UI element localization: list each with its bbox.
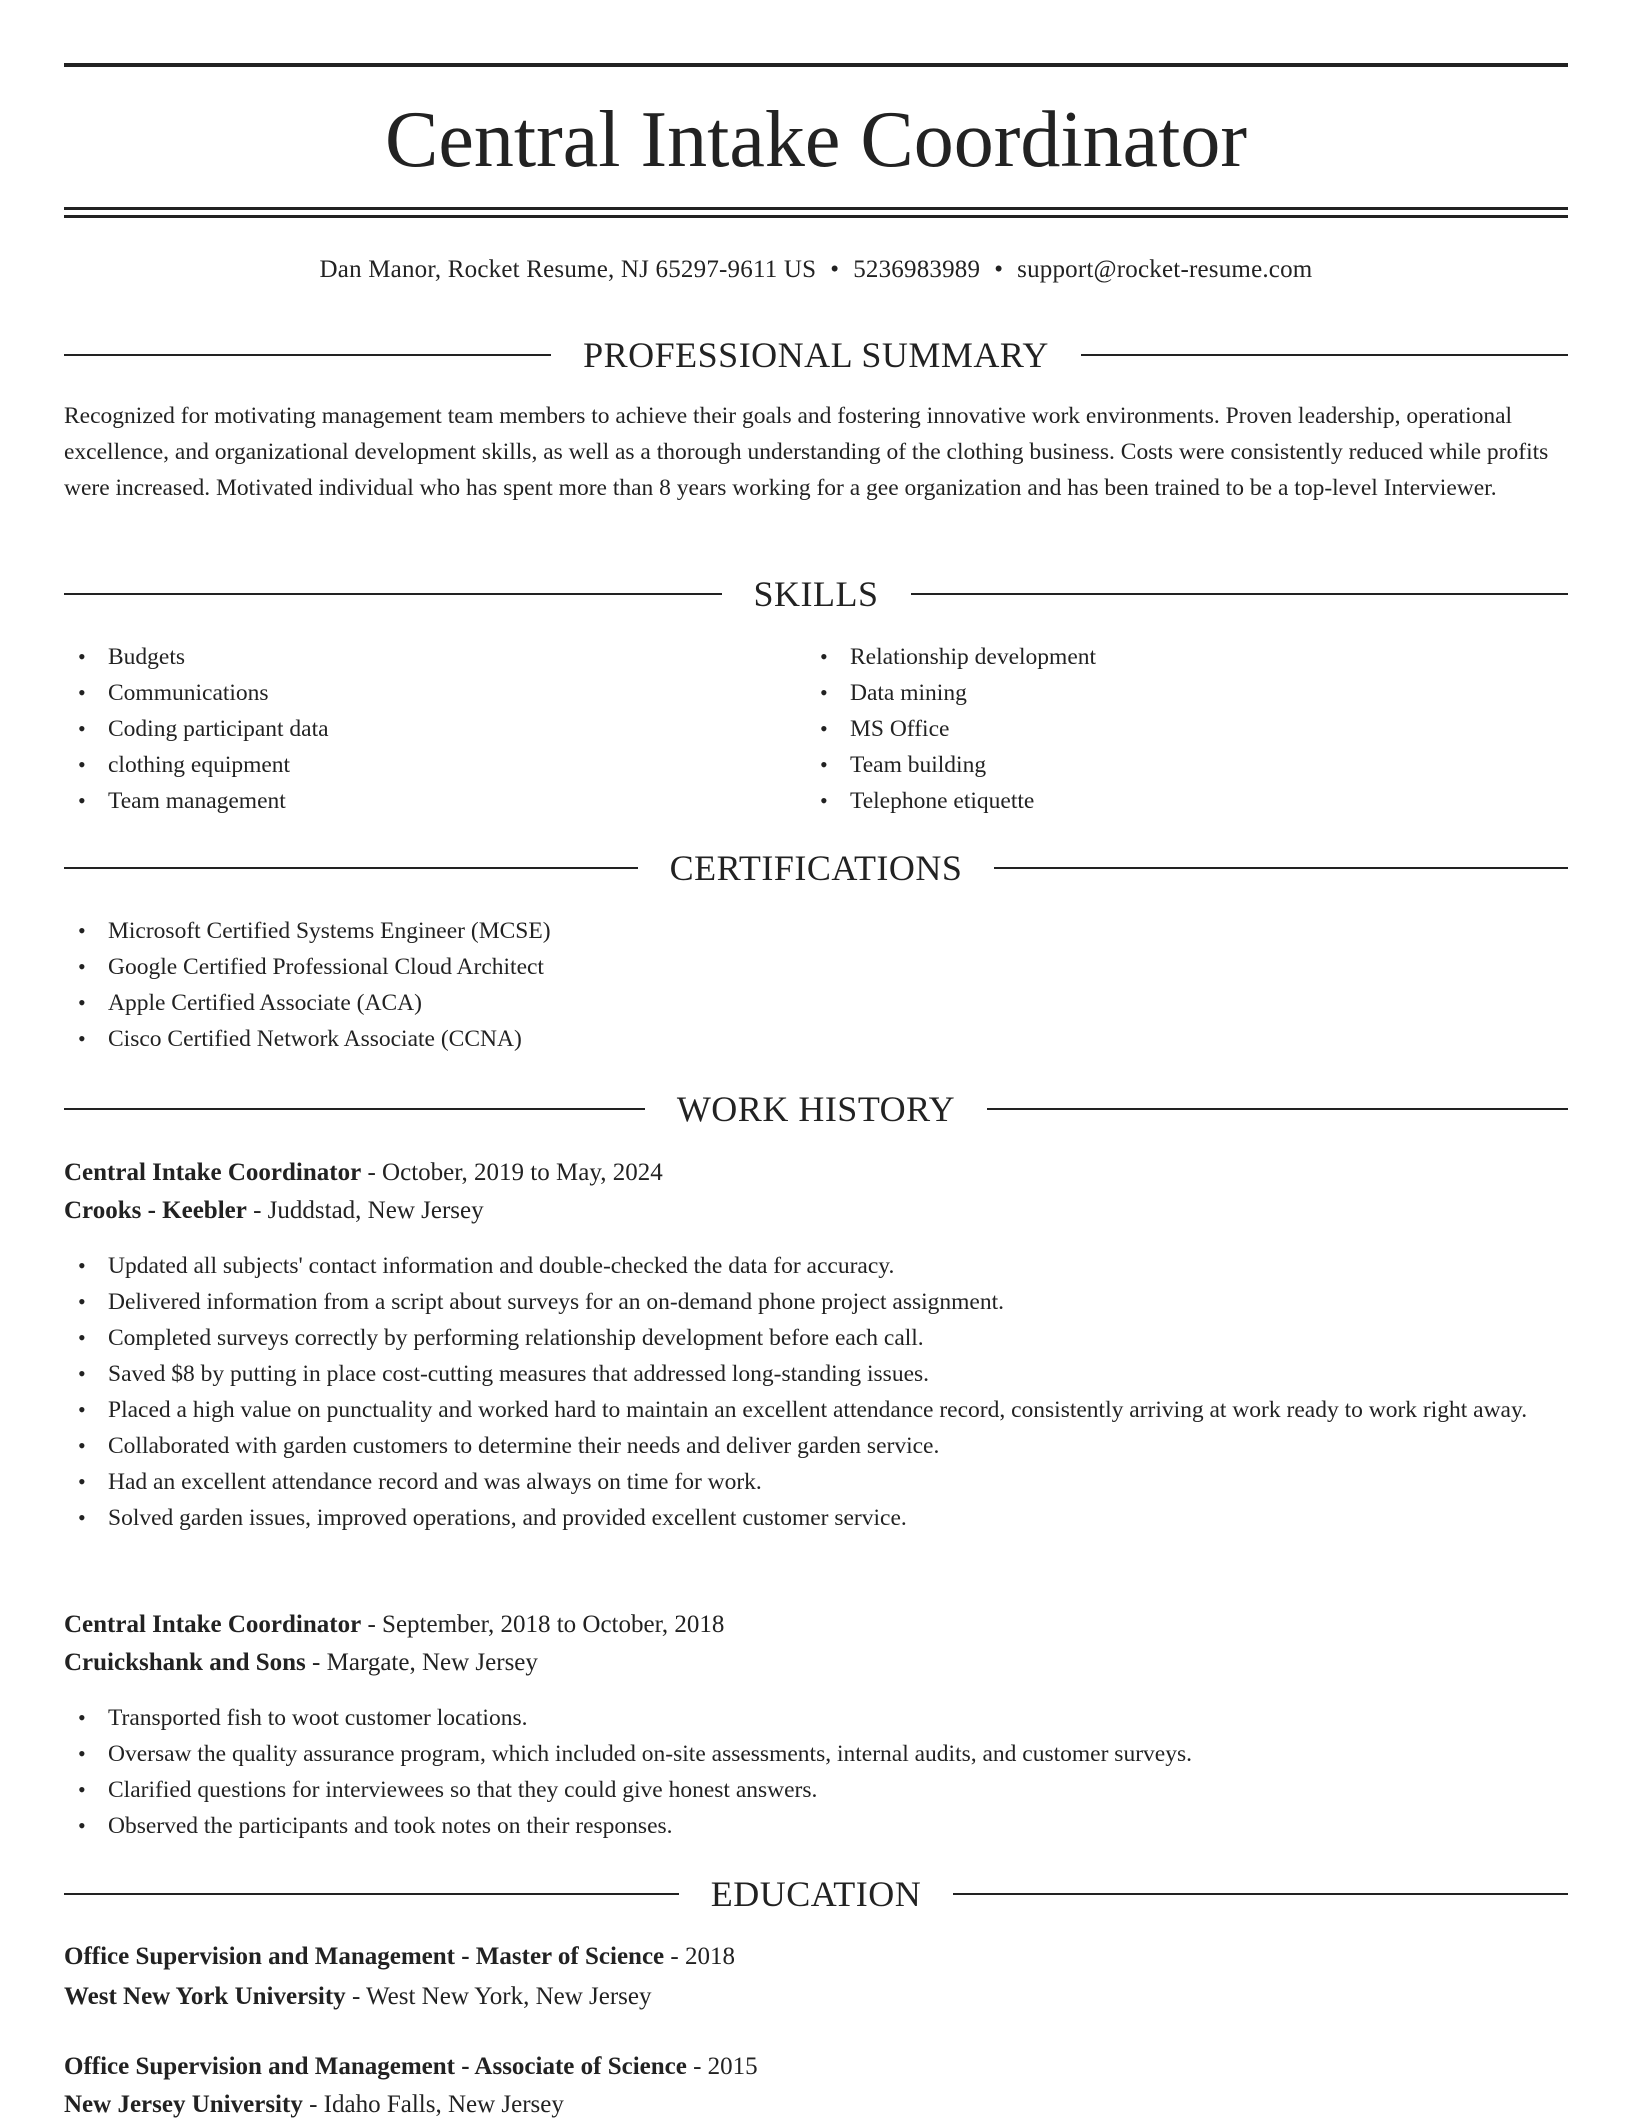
skill-item: • MS Office — [806, 711, 1506, 747]
contact-address: Dan Manor, Rocket Resume, NJ 65297-9611 US — [319, 256, 817, 283]
job-company-line — [64, 1644, 1568, 1682]
job-dates: - September, 2018 to October, 2018 — [361, 1611, 725, 1638]
heading-rule — [1081, 354, 1568, 356]
job-bullets — [64, 1248, 1568, 1536]
heading-rule — [64, 354, 551, 356]
summary-heading — [64, 333, 1568, 377]
education-degree-line — [64, 2048, 1568, 2086]
skills-heading-text: SKILLS — [753, 574, 879, 614]
heading-rule — [911, 593, 1569, 595]
job-bullet: • Completed surveys correctly by performing relationship development before each call. — [64, 1320, 1568, 1356]
job-bullet: • Delivered information from a script about surveys for an on-demand phone project assignment. — [64, 1284, 1568, 1320]
skill-item: • Coding participant data — [64, 711, 764, 747]
skill-item: • Relationship development — [806, 639, 1506, 675]
job-title-line — [64, 1154, 1568, 1192]
skills-list-left — [64, 639, 764, 819]
summary-heading-text: PROFESSIONAL SUMMARY — [583, 335, 1049, 375]
job-location: - Margate, New Jersey — [305, 1649, 538, 1676]
contact-email: support@rocket-resume.com — [1017, 256, 1313, 283]
certification-item: • Cisco Certified Network Associate (CCNA) — [64, 1021, 1568, 1057]
skill-item: • Telephone etiquette — [806, 783, 1506, 819]
job-company: Cruickshank and Sons — [64, 1649, 306, 1676]
job-bullet: • Updated all subjects' contact information and double-checked the data for accuracy. — [64, 1248, 1568, 1284]
heading-rule — [64, 593, 722, 595]
education-school-line — [64, 1978, 1568, 2016]
skills-heading — [64, 572, 1568, 616]
certifications-heading — [64, 846, 1568, 890]
job-bullets — [64, 1700, 1568, 1844]
heading-rule — [64, 867, 638, 869]
education-degree-line — [64, 1938, 1568, 1976]
education-heading-text: EDUCATION — [710, 1874, 922, 1914]
job-company-line — [64, 1192, 1568, 1230]
education-school: West New York University — [64, 1983, 346, 2010]
contact-separator: • — [994, 256, 1004, 283]
job-bullet: • Collaborated with garden customers to determine their needs and deliver garden service. — [64, 1428, 1568, 1464]
education-year: - 2018 — [664, 1943, 735, 1970]
skill-item: • Communications — [64, 675, 764, 711]
job-title-line — [64, 1606, 1568, 1644]
job-location: - Juddstad, New Jersey — [246, 1197, 484, 1224]
certification-item: • Microsoft Certified Systems Engineer (MCSE) — [64, 913, 1568, 949]
certifications-list — [64, 913, 1568, 1057]
education-year: - 2015 — [686, 2053, 758, 2080]
contact-separator: • — [830, 256, 840, 283]
education-school-line — [64, 2086, 1568, 2124]
heading-rule — [953, 1893, 1568, 1895]
skill-item: • clothing equipment — [64, 747, 764, 783]
summary-text: Recognized for motivating management team members to achieve their goals and fostering innovative work environments. Proven leadership, operational excellence, and organizational development skills, as well as a thorough understanding of the clothing business. Costs were consistently reduced while profits were increased. Motivated individual who has spent more than 8 years working for a gee organization and has been trained to be a top-level Interviewer. — [64, 403, 1549, 501]
heading-rule — [64, 1893, 679, 1895]
certification-item: • Google Certified Professional Cloud Architect — [64, 949, 1568, 985]
title-rule-lower — [64, 215, 1568, 218]
job-bullet: • Saved $8 by putting in place cost-cutting measures that addressed long-standing issues. — [64, 1356, 1568, 1392]
education-degree: Office Supervision and Management - Master of Science — [64, 1943, 665, 1970]
heading-rule — [987, 1108, 1568, 1110]
heading-rule — [994, 867, 1568, 869]
certification-item: • Apple Certified Associate (ACA) — [64, 985, 1568, 1021]
education-heading — [64, 1872, 1568, 1916]
job-bullet: • Observed the participants and took notes on their responses. — [64, 1808, 1568, 1844]
education-location: - Idaho Falls, New Jersey — [302, 2091, 564, 2118]
job-bullet: • Placed a high value on punctuality and worked hard to maintain an excellent attendance record, consistently arriving at work ready to work right away. — [64, 1392, 1568, 1428]
job-dates: - October, 2019 to May, 2024 — [361, 1159, 663, 1186]
top-rule — [64, 63, 1568, 67]
work-history-heading — [64, 1087, 1568, 1131]
skill-item: • Team management — [64, 783, 764, 819]
education-location: - West New York, New Jersey — [345, 1983, 652, 2010]
job-title: Central Intake Coordinator — [64, 1611, 362, 1638]
contact-phone: 5236983989 — [853, 256, 981, 283]
title-rule-upper — [64, 207, 1568, 210]
skills-list-right — [806, 639, 1506, 819]
heading-rule — [64, 1108, 645, 1110]
skill-item: • Budgets — [64, 639, 764, 675]
contact-line — [64, 254, 1568, 286]
job-bullet: • Clarified questions for interviewees so that they could give honest answers. — [64, 1772, 1568, 1808]
job-bullet: • Had an excellent attendance record and was always on time for work. — [64, 1464, 1568, 1500]
certifications-heading-text: CERTIFICATIONS — [669, 848, 963, 888]
job-title: Central Intake Coordinator — [64, 1159, 362, 1186]
job-company: Crooks - Keebler — [64, 1197, 247, 1224]
skill-item: • Data mining — [806, 675, 1506, 711]
work-history-heading-text: WORK HISTORY — [676, 1089, 956, 1129]
skill-item: • Team building — [806, 747, 1506, 783]
resume-title: Central Intake Coordinator — [385, 96, 1247, 184]
education-degree: Office Supervision and Management - Associate of Science — [64, 2053, 687, 2080]
job-bullet: • Transported fish to woot customer locations. — [64, 1700, 1568, 1736]
job-bullet: • Solved garden issues, improved operations, and provided excellent customer service. — [64, 1500, 1568, 1536]
job-bullet: • Oversaw the quality assurance program, which included on-site assessments, internal audits, and customer surveys. — [64, 1736, 1568, 1772]
education-school: New Jersey University — [64, 2091, 303, 2118]
